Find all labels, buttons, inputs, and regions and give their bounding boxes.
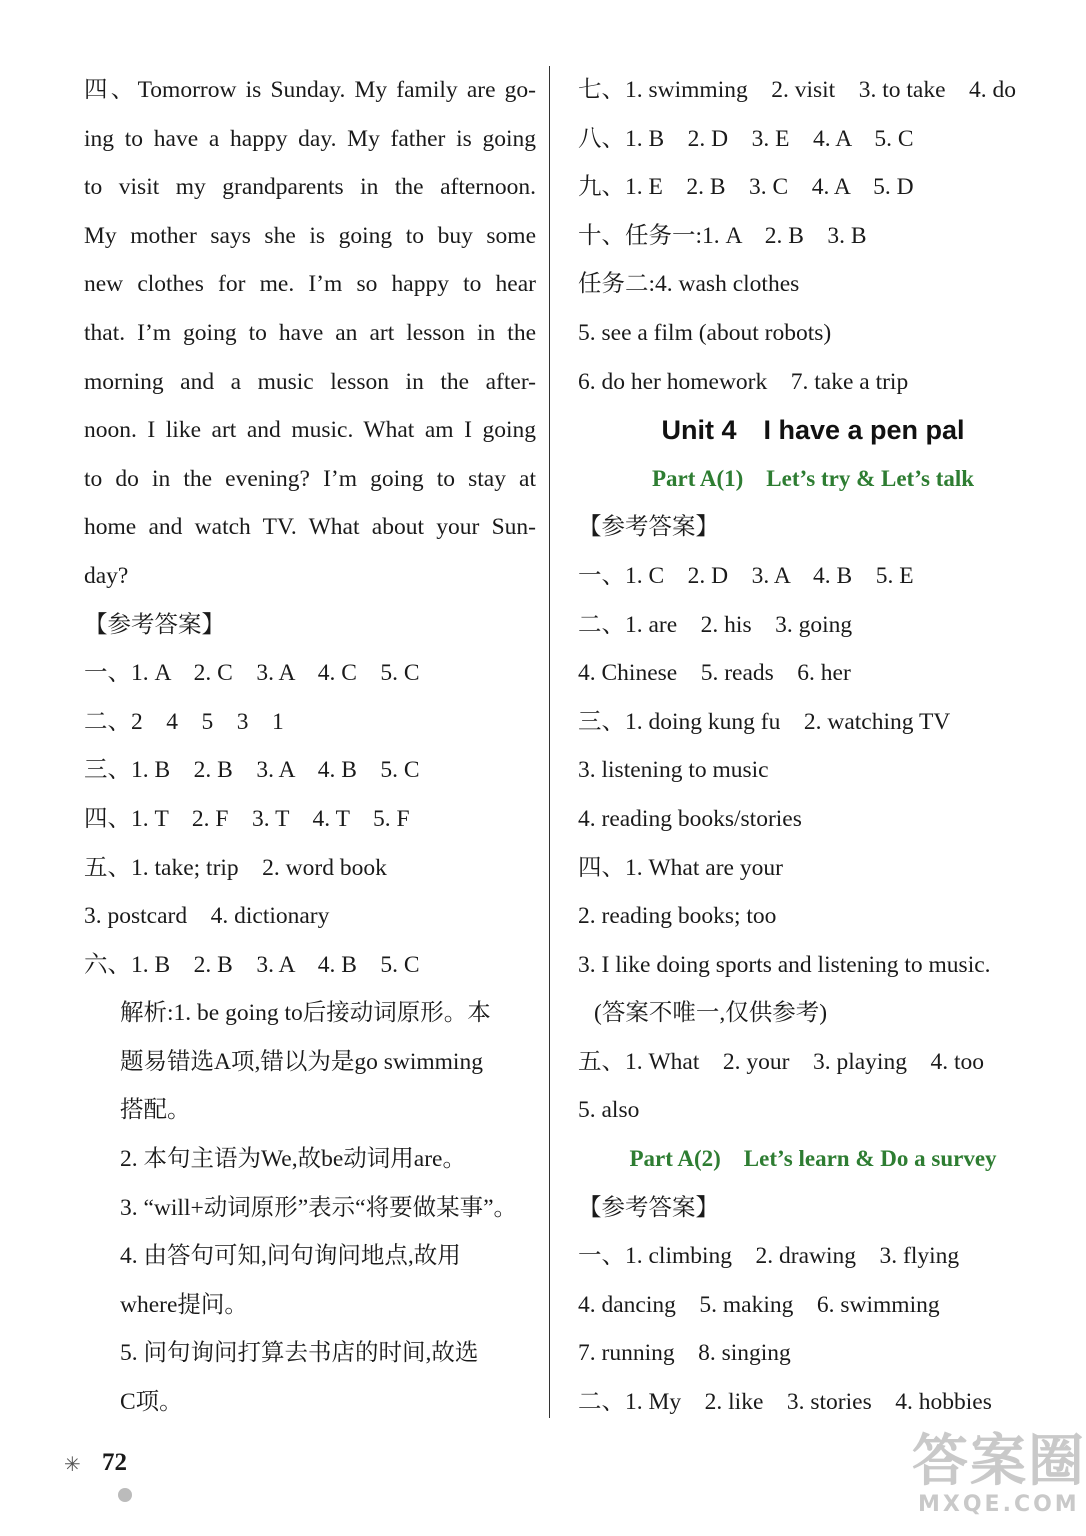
answer-line: 任务二:4. wash clothes [578,271,800,298]
answer-header: 【参考答案】 [578,514,719,541]
dot-icon [118,1488,132,1502]
explanation-line: 题易错选A项,错以为是go swimming [120,1048,483,1075]
watermark-logo: 答案圈 [912,1429,1086,1494]
answer-line: 7. running 8. singing [578,1340,791,1367]
answer-line: 2. reading books; too [578,903,777,930]
explanation-line: 5. 问句询问打算去书店的时间,故选 [120,1340,479,1367]
passage-line: 四、Tomorrow is Sunday. My family are go- [84,77,536,103]
page-number: 72 [102,1449,127,1476]
answer-line: 二、2 4 5 3 1 [84,708,284,735]
explanation-line: 3. “will+动词原形”表示“将要做某事”。 [120,1194,518,1221]
answer-line: 3. I like doing sports and listening to music. [578,951,991,978]
answer-line: 四、1. T 2. F 3. T 4. T 5. F [84,805,410,832]
passage-line: noon. I like art and music. What am I going [84,417,536,444]
left-column [84,66,536,1427]
answer-line: 十、任务一:1. A 2. B 3. B [578,222,867,249]
star-icon: ✳ [64,1452,81,1476]
explanation-line: where提问。 [120,1291,248,1318]
answer-note: (答案不唯一,仅供参考) [594,1000,828,1027]
passage-line: ing to have a happy day. My father is going [84,125,536,152]
answer-line: 4. Chinese 5. reads 6. her [578,660,851,687]
answer-line: 三、1. doing kung fu 2. watching TV [578,708,951,735]
answer-line: 3. postcard 4. dictionary [84,903,330,930]
answer-line: 三、1. B 2. B 3. A 4. B 5. C [84,757,420,784]
explanation-line: C项。 [120,1389,183,1416]
answer-line: 七、1. swimming 2. visit 3. to take 4. do [578,77,1017,103]
watermark [912,1429,1086,1517]
passage-line: morning and a music lesson in the after- [84,368,536,395]
explanation-line: 搭配。 [120,1097,191,1124]
answer-line: 6. do her homework 7. take a trip [578,368,909,395]
part-title: Part A(1) Let’s try & Let’s talk [651,465,975,491]
column-divider [549,66,550,1418]
answer-line: 九、1. E 2. B 3. C 4. A 5. D [578,174,914,201]
explanation-line: 解析:1. be going to后接动词原形。本 [120,1000,491,1027]
explanation-line: 4. 由答句可知,问句询问地点,故用 [120,1243,461,1270]
answer-header: 【参考答案】 [578,1194,719,1221]
passage-line: new clothes for me. I’m so happy to hear [84,271,536,298]
passage-line: home and watch TV. What about your Sun- [84,514,536,541]
unit-title: Unit 4 I have a pen pal [661,415,965,446]
answer-line: 5. see a film (about robots) [578,319,832,346]
answer-line: 二、1. My 2. like 3. stories 4. hobbies [578,1389,992,1416]
answer-header: 【参考答案】 [84,611,225,638]
answer-line: 六、1. B 2. B 3. A 4. B 5. C [84,951,420,978]
answer-line: 四、1. What are your [578,854,783,881]
answer-line: 4. dancing 5. making 6. swimming [578,1291,940,1318]
answer-line: 3. listening to music [578,757,769,784]
answer-line: 一、1. A 2. C 3. A 4. C 5. C [84,660,420,687]
passage-line: day? [84,562,129,589]
answer-line: 一、1. climbing 2. drawing 3. flying [578,1243,960,1270]
answer-line: 五、1. take; trip 2. word book [84,854,387,881]
passage-line: to visit my grandparents in the afternoon. [84,174,536,201]
answer-line: 4. reading books/stories [578,805,802,832]
answer-line: 五、1. What 2. your 3. playing 4. too [578,1048,984,1075]
answer-line: 5. also [578,1097,640,1124]
answer-line: 八、1. B 2. D 3. E 4. A 5. C [578,125,914,152]
passage-line: My mother says she is going to buy some [84,222,536,249]
passage-line: that. I’m going to have an art lesson in the [84,319,536,346]
right-column [578,66,1048,1427]
watermark-url: MXQE.COM [918,1492,1080,1517]
explanation-line: 2. 本句主语为We,故be动词用are。 [120,1146,466,1173]
passage-line: to do in the evening? I’m going to stay at [84,465,536,492]
answer-line: 二、1. are 2. his 3. going [578,611,853,638]
part-title: Part A(2) Let’s learn & Do a survey [629,1146,997,1172]
answer-line: 一、1. C 2. D 3. A 4. B 5. E [578,562,914,589]
